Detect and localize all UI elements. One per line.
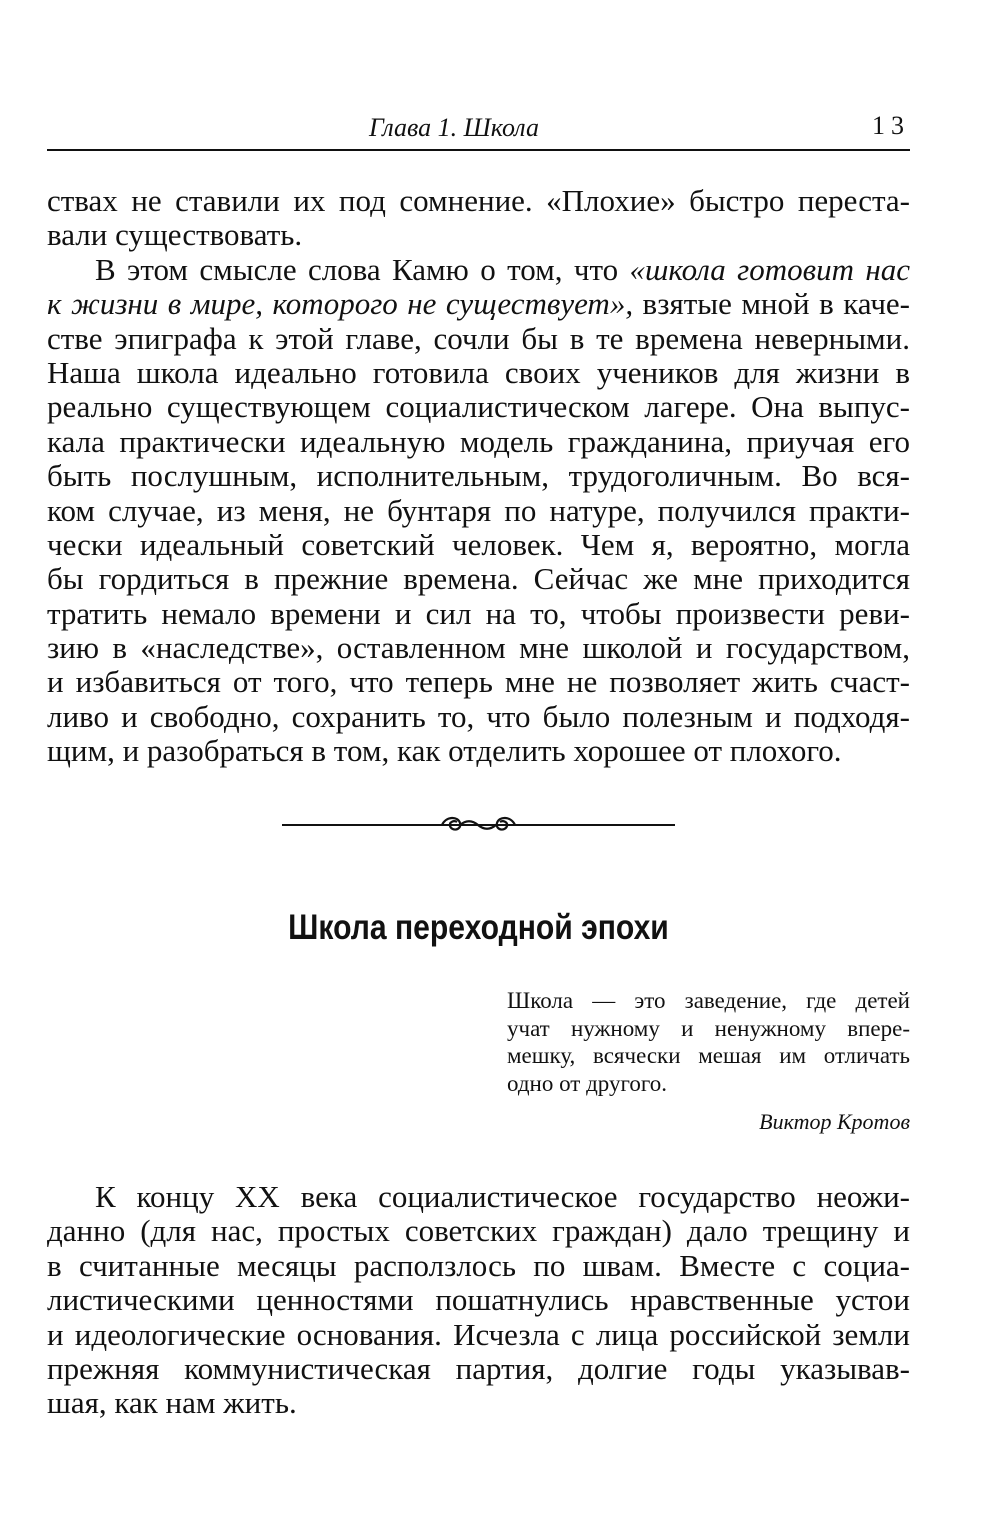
text-line: и идеологические основания. Исчезла с лица российской земли (47, 1316, 910, 1352)
text-line: и избавиться от того, что теперь мне не позволяет жить счаст- (47, 664, 910, 700)
text-line: вали существовать. (47, 217, 303, 253)
page-number: 13 (872, 111, 910, 140)
paragraph-2 (47, 253, 910, 769)
text-line: стве эпиграфа к этой главе, сочли бы в те времена неверными. (47, 320, 910, 356)
text-line: чески идеальный советский человек. Чем я, вероятно, могла (47, 526, 910, 562)
text-line: в считанные месяцы расползлось по швам. Вместе с социа- (47, 1247, 910, 1283)
text-line: быть послушным, исполнительным, трудоголичным. Во вся- (47, 458, 910, 494)
text-line: тратить немало времени и сил на то, чтобы произвести реви- (47, 595, 910, 631)
text-line: ствах не ставили их под сомнение. «Плохие» быстро переста- (47, 183, 910, 218)
epigraph-author: Виктор Кротов (759, 1109, 910, 1134)
epigraph (507, 987, 910, 1135)
text-fragment: В этом смысле слова Камю о том, что (95, 251, 630, 287)
text-line: реально существующем социалистическом лагере. Она выпус- (47, 389, 910, 425)
text-line: кала практически идеальную модель гражданина, приучая его (47, 423, 910, 459)
quote-italic: «школа готовит нас (629, 251, 910, 287)
quote-italic: к жизни в мире, которого не существует», (47, 286, 634, 322)
epigraph-line: учат нужному и ненужному впере- (507, 1015, 910, 1041)
text-line: Наша школа идеально готовила своих учеников для жизни в (47, 354, 910, 390)
text-line: ливо и свободно, сохранить то, что было полезным и подходя- (47, 698, 910, 734)
text-line: бы гордиться в прежние времена. Сейчас же мне приходится (47, 561, 910, 597)
text-line (47, 287, 910, 321)
text-line: прежняя коммунистическая партия, долгие годы указывав- (47, 1350, 910, 1386)
text-line: К концу XX века социалистическое государство неожи- (95, 1179, 910, 1214)
section-divider-ornament (282, 810, 675, 840)
text-line (47, 253, 910, 287)
running-head (47, 105, 910, 151)
epigraph-line: одно от другого. (507, 1070, 667, 1096)
book-page (47, 105, 910, 1421)
paragraph-3 (47, 1180, 910, 1421)
text-fragment: взятые мной в каче- (633, 286, 910, 322)
text-line: зию в «наследстве», оставленном мне школой и государством, (47, 630, 910, 666)
text-line: листическими ценностями пошатнулись нравственные устои (47, 1282, 910, 1318)
text-line: шая, как нам жить. (47, 1385, 297, 1421)
epigraph-line: мешку, всячески мешая им отличать (507, 1043, 910, 1068)
chapter-title: Глава 1. Школа (369, 113, 539, 142)
section-title: Школа переходной эпохи (288, 908, 669, 947)
epigraph-line: Школа — это заведение, где детей (507, 988, 910, 1013)
text-line: щим, и разобраться в том, как отделить хорошее от плохого. (47, 733, 842, 769)
paragraph-1 (47, 184, 910, 253)
text-line: ком случае, из меня, не бунтаря по натуре, получился практи- (47, 492, 910, 528)
text-line: данно (для нас, простых советских граждан) дало трещину и (47, 1213, 910, 1249)
